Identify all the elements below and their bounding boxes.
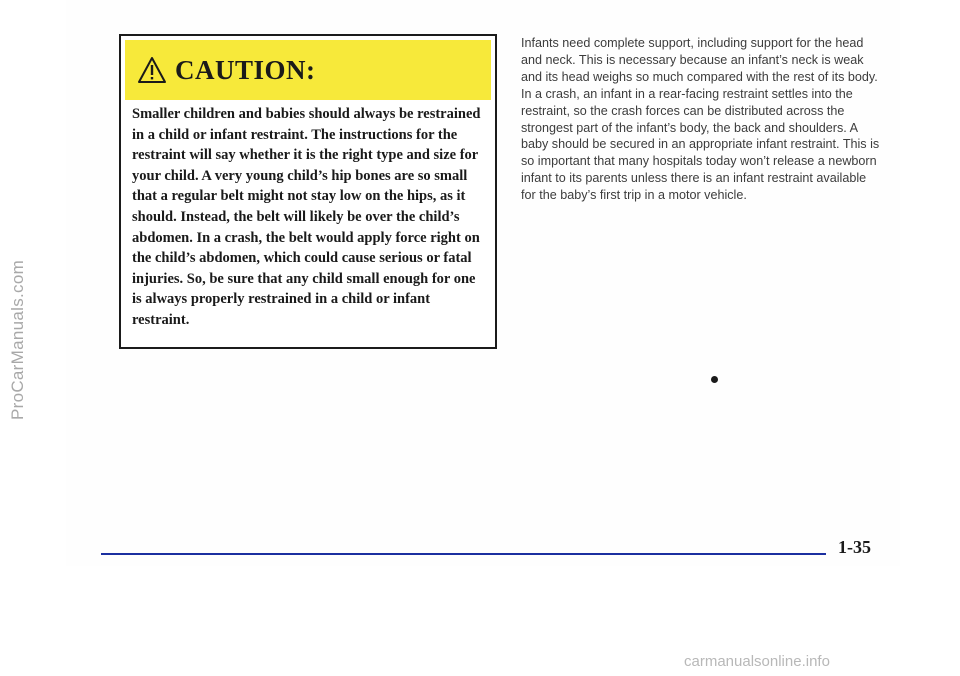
caution-body-text: Smaller children and babies should always be restrained in a child or infant restraint. The instructions for the restraint will say whether it is the right type and size for your child. A very young child’s hip bones are so small that a regular belt might not stay low on the hips, as it should. Instead, the belt will likely be over the child’s abdomen. In a crash, the belt would apply force right on the child’s abdomen, which could cause serious or fatal injuries. So, be sure that any child small enough for one is always properly restrained in a child or infant restraint. <box>132 106 481 328</box>
warning-triangle-icon <box>137 56 167 84</box>
caution-title: CAUTION: <box>175 54 316 85</box>
bullet-mark <box>711 376 718 383</box>
side-watermark: ProCarManuals.com <box>8 259 27 420</box>
footer-rule <box>101 553 826 555</box>
page-number: 1-35 <box>838 537 871 557</box>
caution-box <box>119 34 497 349</box>
bottom-watermark: carmanualsonline.info <box>684 653 830 670</box>
infant-support-paragraph: Infants need complete support, including support for the head and neck. This is necessary because an infant’s neck is weak and its head weighs so much compared with the rest of its body. In a crash, an infant in a rear-facing restraint settles into the restraint, so the crash forces can be distributed across the strongest part of the infant’s body, the back and shoulders. A baby should be secured in an appropriate infant restraint. This is so important that many hospitals today won’t release a newborn infant to its parents unless there is an infant restraint available for the baby’s first trip in a motor vehicle. <box>521 36 880 203</box>
caution-header <box>125 40 491 100</box>
